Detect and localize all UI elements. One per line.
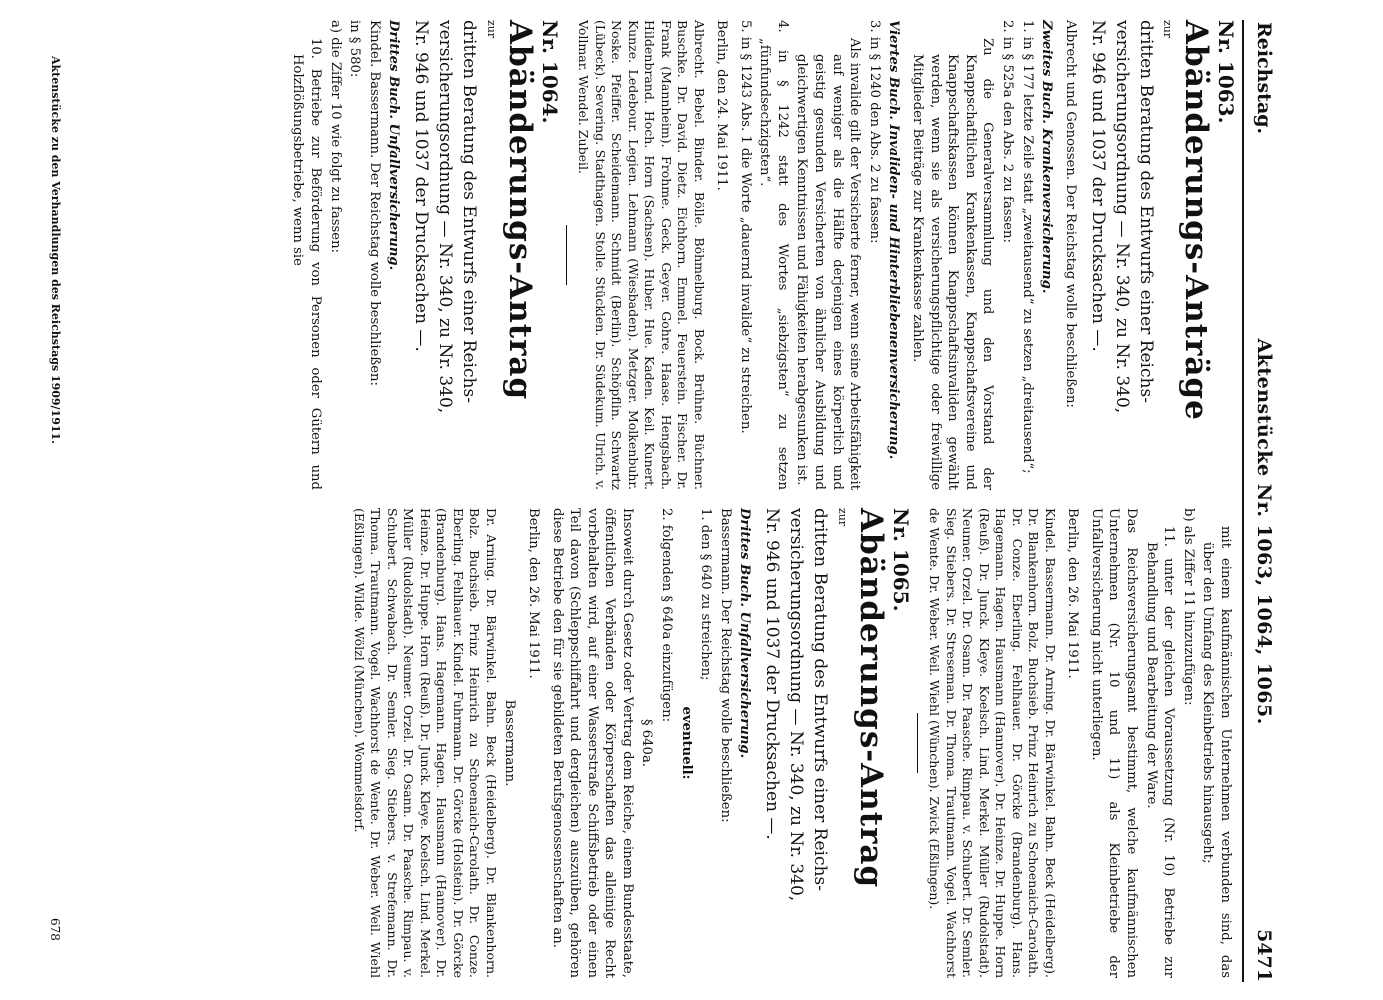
nr1063-zur: zur <box>1161 20 1175 39</box>
nr1065-intro: Bassermann. Der Reichstag wolle beschließen: <box>717 508 733 823</box>
nr1063-book4: Viertes Buch. Invaliden- und Hinterbliebenenversicherung. <box>886 20 902 460</box>
nr1064-book3: Drittes Buch. Unfallversicherung. <box>386 20 402 271</box>
footer-page-number: 678 <box>48 918 62 941</box>
nr1064-lead2: versicherungsordnung — Nr. 340, zu Nr. 340, <box>435 20 456 414</box>
nr1063-item2: 2. in § 525a den Abs. 2 zu fassen: <box>1000 20 1016 243</box>
nr1063-book2: Zweites Buch. Krankenversicherung. <box>1039 20 1055 294</box>
nr1063-item3-text: Als invalide gilt der Versicherte ferner, wenn seine Arbeitsfähigkeit auf weniger als die Hälfte derjenigen eines körperlich und geistig gesunden Versicherten von ähnlicher Ausbildung und gleichwertigen Kenntnissen und Fähigkeiten herabgesunken ist. <box>794 38 863 490</box>
nr1063-signatures: Albrecht. Bebel. Binder. Bölle. Böhmelburg. Bock. Brühne. Büchner. Buschke. Dr. David. Dietz. Eichhorn. Emmel. Feuerstein. Fischer. Dr. Frank (Mannheim). Frohme. Geck. Geyer. Gohre. Haase. Hengsbach. Hildenbrand. Hoch. Horn (Sachsen). Huber. Hue. Kaden. Keil. Kunert. Kunze. Ledebour. Legien. Lehmann (Wiesbaden). Metzger. Molkenbuhr. Noske. Pfeiffer. Scheidemann. Schmidt (Berlin). Schöpflin. Schwartz (Lübeck). Severing. Stadthagen. Stolle. Stücklen. Dr. Südekum. Ulrich. v. Vollmar. Wendel. Zubeil. <box>576 20 707 490</box>
nr1065-lead1: dritten Beratung des Entwurfs einer Reichs- <box>810 508 831 891</box>
nr1064-zur: zur <box>484 20 498 39</box>
nr1065-section-text: Insoweit durch Gesetz oder Vertrag dem Reiche, einem Bundesstaate, öffentlichen Verbänden oder Körperschaften das alleinige Recht vorbehalten wird, auf einer Wasserstraße Schiffsbetrieb oder einen Teil davon (Schleppschiffahrt und dergleichen) auszuüben, gehören diese Betriebe den für sie gebildeten Berufsgenossenschaften an. <box>549 508 635 978</box>
nr1064-item-a: in § 580: <box>347 20 363 78</box>
nr1065-book3: Drittes Buch. Unfallversicherung. <box>737 508 753 759</box>
nr1063-date: Berlin, den 24. Mai 1911. <box>714 20 730 191</box>
nr1063-intro: Albrecht und Genossen. Der Reichstag wolle beschließen: <box>1062 20 1078 408</box>
nr1065-sig-name: Bassermann. <box>502 699 518 787</box>
nr1064-date: Berlin, den 26. Mai 1911. <box>1065 508 1081 679</box>
nr1065-section: § 640a. <box>639 718 655 767</box>
nr1063-item1: 1. in § 177 letzte Zeile statt „zweitausend“ zu setzen „dreitausend“; <box>1019 20 1035 474</box>
nr1065-lead2: versicherungsordnung — Nr. 340, zu Nr. 340, <box>786 508 807 902</box>
nr1063-title: Abänderungs-Anträge <box>1178 20 1215 421</box>
nr1063-lead2: versicherungsordnung — Nr. 340, zu Nr. 340, <box>1111 20 1132 414</box>
nr1064-lead1: dritten Beratung des Entwurfs einer Reichs- <box>459 20 480 403</box>
header-middle: Aktenstücke Nr. 1063, 1064, 1065. <box>1253 338 1275 725</box>
nr1064-number: Nr. 1064. <box>537 20 562 124</box>
nr1063-item4: 4. in § 1242 statt des Wortes „siebzigsten“ zu setzen „fünfundsechzigsten“. <box>757 20 790 490</box>
nr1064-continuation: mit einem kaufmännischen Unternehmen verbunden sind, das über den Umfang des Kleinbetriebs hinausgeht; <box>1200 526 1233 978</box>
nr1065-date: Berlin, den 26. Mai 1911. <box>525 508 541 679</box>
nr1065-eventuell: eventuell: <box>678 706 694 780</box>
nr1065-number: Nr. 1065. <box>888 508 913 612</box>
section-divider <box>917 713 918 773</box>
nr1064-item-a1: a) die Ziffer 10 wie folgt zu fassen: <box>327 20 343 254</box>
nr1063-item5: 5. in § 1243 Abs. 1 die Worte „dauernd invalide“ zu streichen. <box>737 20 753 434</box>
header-rule <box>1242 20 1244 982</box>
nr1064-b-paragraph: Das Reichsversicherungsamt bestimmt, welche kaufmännischen Unternehmen (Nr. 10 und 11) als Kleinbetriebe der Unfallversicherung nicht unterliegen. <box>1088 508 1140 978</box>
nr1064-b-text: 11. unter der gleichen Voraussetzung (Nr. 10) Betriebe zur Behandlung und Bearbeitung der Ware. <box>1143 526 1177 978</box>
nr1064-title: Abänderungs-Antrag <box>501 20 538 401</box>
footer-note: Aktenstücke zu den Verhandlungen des Reichstags 1909/1911. <box>49 56 62 444</box>
header-page-number: 5471 <box>1253 929 1275 982</box>
nr1065-zur: zur <box>836 508 850 527</box>
section-divider <box>566 225 567 285</box>
nr1065-item1: 1. den § 640 zu streichen; <box>698 508 714 681</box>
page-header <box>1246 22 1282 982</box>
nr1065-signatures: Dr. Arning. Dr. Bärwinkel. Bahn. Beck (Heidelberg). Dr. Blankenhorn. Bolz. Buchsieb. Prinz Heinrich zu Schoenaich-Carolath. Dr. Conze. Eberling. Fehlhauer. Kindel. Fuhrmann. Dr. Görcke (Holstein). Dr. Görcke (Brandenburg). Hans. Hagemann. Hagen. Hausmann (Hannover). Dr. Heinze. Dr. Huppe. Horn (Reuß). Dr. Junck. Kleye. Koelsch. Lind. Merkel. Müller (Rudolstadt). Neumer. Orzel. Dr. Osann. Dr. Paasche. Rimpau. v. Schubert. Schwabach. Dr. Semler. Sieg. Stiebers. v. Strefemann. Dr. Thoma. Trautmann. Vogel. Wachhorst de Wente. Dr. Weber. Weil. Wiehl (Eßlingen). Wilde. Wölzl (München). Wommelsdorf. <box>351 508 499 978</box>
left-column <box>74 20 1238 490</box>
nr1063-item3: 3. in § 1240 den Abs. 2 zu fassen: <box>866 20 882 244</box>
nr1064-signatures: Kindel. Bassermann. Dr. Arning. Dr. Bärwinkel. Bahn. Beck (Heidelberg). Dr. Blankenhorn. Bolz. Buchsieb. Prinz Heinrich zu Schoenaich-Carolath. Dr. Conze. Eberling. Fehlhauer. Dr. Görcke (Brandenburg). Hans. Hagemann. Hagen. Hausmann (Hannover). Dr. Heinze. Dr. Huppe. Horn (Reuß). Dr. Junck. Kleye. Koelsch. Lind. Merkel. Müller (Rudolstadt). Neumer. Orzel. Dr. Osann. Dr. Paasche. Rimpau. v. Schubert. Dr. Semler. Sieg. Stiebers. Dr. Streseman. Dr. Thoma. Trautmann. Vogel. Wachhorst de Wente. Dr. Weber. Weil. Wiehl (Wünchen). Zwick (Eßlingen). <box>927 508 1058 978</box>
header-left: Reichstag. <box>1253 22 1275 135</box>
nr1065-title: Abänderungs-Antrag <box>853 508 890 889</box>
nr1065-item2: 2. folgenden § 640a einzufügen: <box>659 508 675 723</box>
nr1065-lead3: Nr. 946 und 1037 der Drucksachen —. <box>762 508 783 840</box>
nr1064-item-a2: 10. Betriebe zur Beförderung von Personen oder Gütern und Holzflößungsbetriebe, wenn sie <box>290 38 323 490</box>
nr1064-b-intro: b) als Ziffer 11 hinzuzufügen: <box>1180 508 1196 706</box>
nr1063-item2-text: Zu die Generalversammlung und den Vorstand der Knappschaftlichen Krankenkassen, Knappschaftsvereine und Knappschaftskassen können Knappschaftsinvaliden gewählt werden, wenn sie als versicherungspflichtige oder freiwillige Mitglieder Beiträge zur Krankenkasse zahlen. <box>910 38 996 490</box>
nr1063-lead1: dritten Beratung des Entwurfs einer Reichs- <box>1135 20 1156 403</box>
nr1064-lead3: Nr. 946 und 1037 der Drucksachen —. <box>411 20 432 352</box>
nr1063-number: Nr. 1063. <box>1214 20 1238 124</box>
right-column <box>74 508 1234 978</box>
nr1064-intro: Kindel. Bassermann. Der Reichstag wolle beschließen: <box>366 20 382 386</box>
nr1063-lead3: Nr. 946 und 1037 der Drucksachen —. <box>1087 20 1108 352</box>
